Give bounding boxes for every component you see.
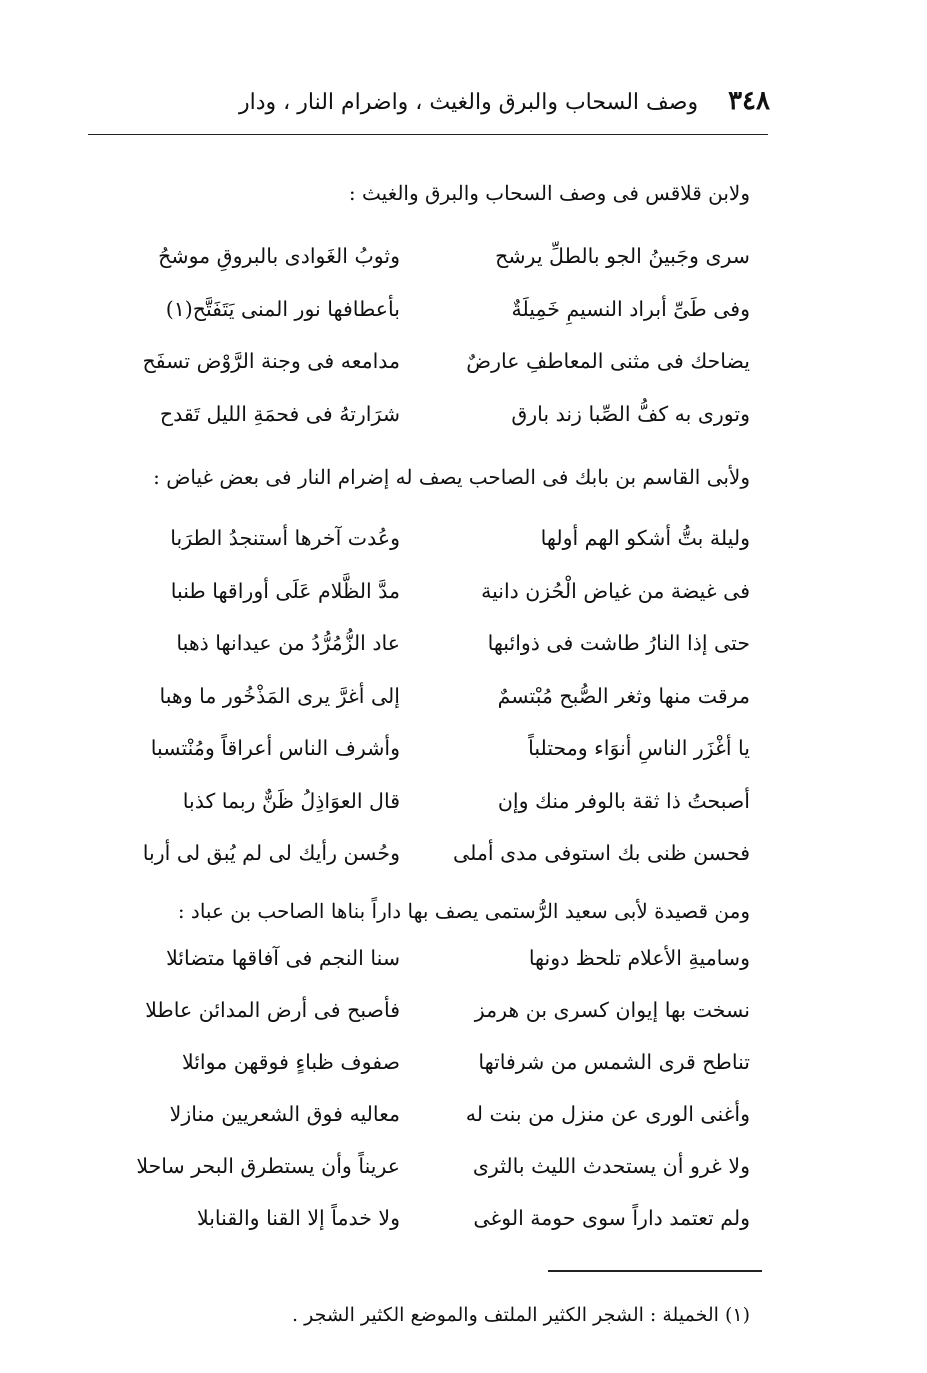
section-intro: ولابن قلاقس فى وصف السحاب والبرق والغيث : [348,181,750,205]
first-hemistich: أصبحتُ ذا ثقة بالوفر منك وإن [497,788,750,813]
section-intro: ومن قصيدة لأبى سعيد الرُّستمى يصف بها داراً بناها الصاحب بن عباد : [177,899,750,923]
verse-line [100,728,750,768]
verse-line [100,623,750,663]
second-hemistich: بأعطافها نور المنى يَتَفَتَّح(١) [165,296,400,321]
first-hemistich: حتى إذا النارُ طاشت فى ذوائبها [487,631,750,655]
first-hemistich: يضاحك فى مثنى المعاطفِ عارضٌ [466,349,750,373]
second-hemistich: معاليه فوق الشعريين منازلا [169,1102,400,1126]
second-hemistich: مدَّ الظَّلام عَلَى أوراقها طنبا [170,578,400,603]
verse-line [100,1042,750,1082]
second-hemistich: قال العوَاذِلُ ظَنٌّ ربما كذبا [182,788,400,813]
second-hemistich: ولا خدماً إلا القنا والقنابلا [196,1206,400,1230]
second-hemistich: صفوف ظباءٍ فوقهن موائلا [181,1050,400,1074]
first-hemistich: مرقت منها وثغر الصُّبح مُبْتسمٌ [497,683,750,708]
first-hemistich: تناطح قرى الشمس من شرفاتها [478,1050,750,1074]
second-hemistich: فأصبح فى أرض المدائن عاطلا [145,998,400,1022]
second-hemistich: وعُدت آخرها أستنجدُ الطرَبا [170,526,400,550]
verse-line [100,833,750,873]
footnote: (١) الخميلة : الشجر الكثير الملتف والموضع الكثير الشجر . [292,1304,750,1326]
verse-line [100,1146,750,1186]
verse-line [100,341,750,381]
first-hemistich: ولا غرو أن يستحدث الليث بالثرى [472,1154,750,1178]
verse-line [100,394,750,434]
second-hemistich: عريناً وأن يستطرق البحر ساحلا [136,1154,400,1178]
page-number: ٣٤٨ [728,86,770,116]
section-intro: ولأبى القاسم بن بابك فى الصاحب يصف له إضرام النار فى بعض غياض : [153,465,750,489]
second-hemistich: إلى أغرَّ يرى المَذْخُور ما وهبا [159,683,400,708]
first-hemistich: ولم تعتمد داراً سوى حومة الوغى [473,1206,750,1230]
second-hemistich: وحُسن رأيك لى لم يُبق لى أربا [142,841,400,865]
first-hemistich: وليلة بتُّ أشكو الهم أولها [540,526,750,550]
second-hemistich: عاد الزُّمُرُّدُ من عيدانها ذهبا [176,631,400,655]
second-hemistich: وأشرف الناس أعراقاً ومُنْتسبا [150,736,400,760]
first-hemistich: نسخت بها إيوان كسرى بن هرمز [474,998,750,1022]
footnote-rule [548,1270,762,1272]
first-hemistich: وتورى به كفُّ الصِّبا زند بارق [511,401,750,426]
first-hemistich: فى غيضة من غياض الْحُزن دانية [481,578,750,603]
first-hemistich: يا أغْزَر الناسِ أنوَاء ومحتلباً [528,736,750,760]
verse-line [100,571,750,611]
second-hemistich: سنا النجم فى آفاقها متضائلا [166,946,400,970]
first-hemistich: فحسن ظنى بك استوفى مدى أملى [453,841,750,865]
first-hemistich: وأغنى الورى عن منزل من بنت له [465,1102,750,1126]
header-rule [88,134,768,135]
first-hemistich: وساميةِ الأعلام تلحظ دونها [528,946,750,970]
verse-line [100,1198,750,1238]
running-title: وصف السحاب والبرق والغيث ، واضرام النار ، ودار [239,90,699,115]
second-hemistich: وثوبُ الغَوادى بالبروقِ موشحُ [158,244,400,268]
second-hemistich: مدامعه فى وجنة الرَّوْض تسفَح [142,349,400,373]
verse-line [100,1094,750,1134]
verse-line [100,781,750,821]
page-header [90,86,770,116]
verse-line [100,676,750,716]
verse-line [100,518,750,558]
first-hemistich: وفى طَىِّ أبراد النسيمِ خَمِيلَةٌ [511,296,750,321]
verse-line [100,236,750,276]
verse-line [100,938,750,978]
second-hemistich: شرَارتهُ فى فحمَةِ الليل تَقدح [159,401,400,426]
verse-line [100,990,750,1030]
verse-line [100,289,750,329]
first-hemistich: سرى وجَبينُ الجو بالطلِّ يرشح [495,244,750,268]
